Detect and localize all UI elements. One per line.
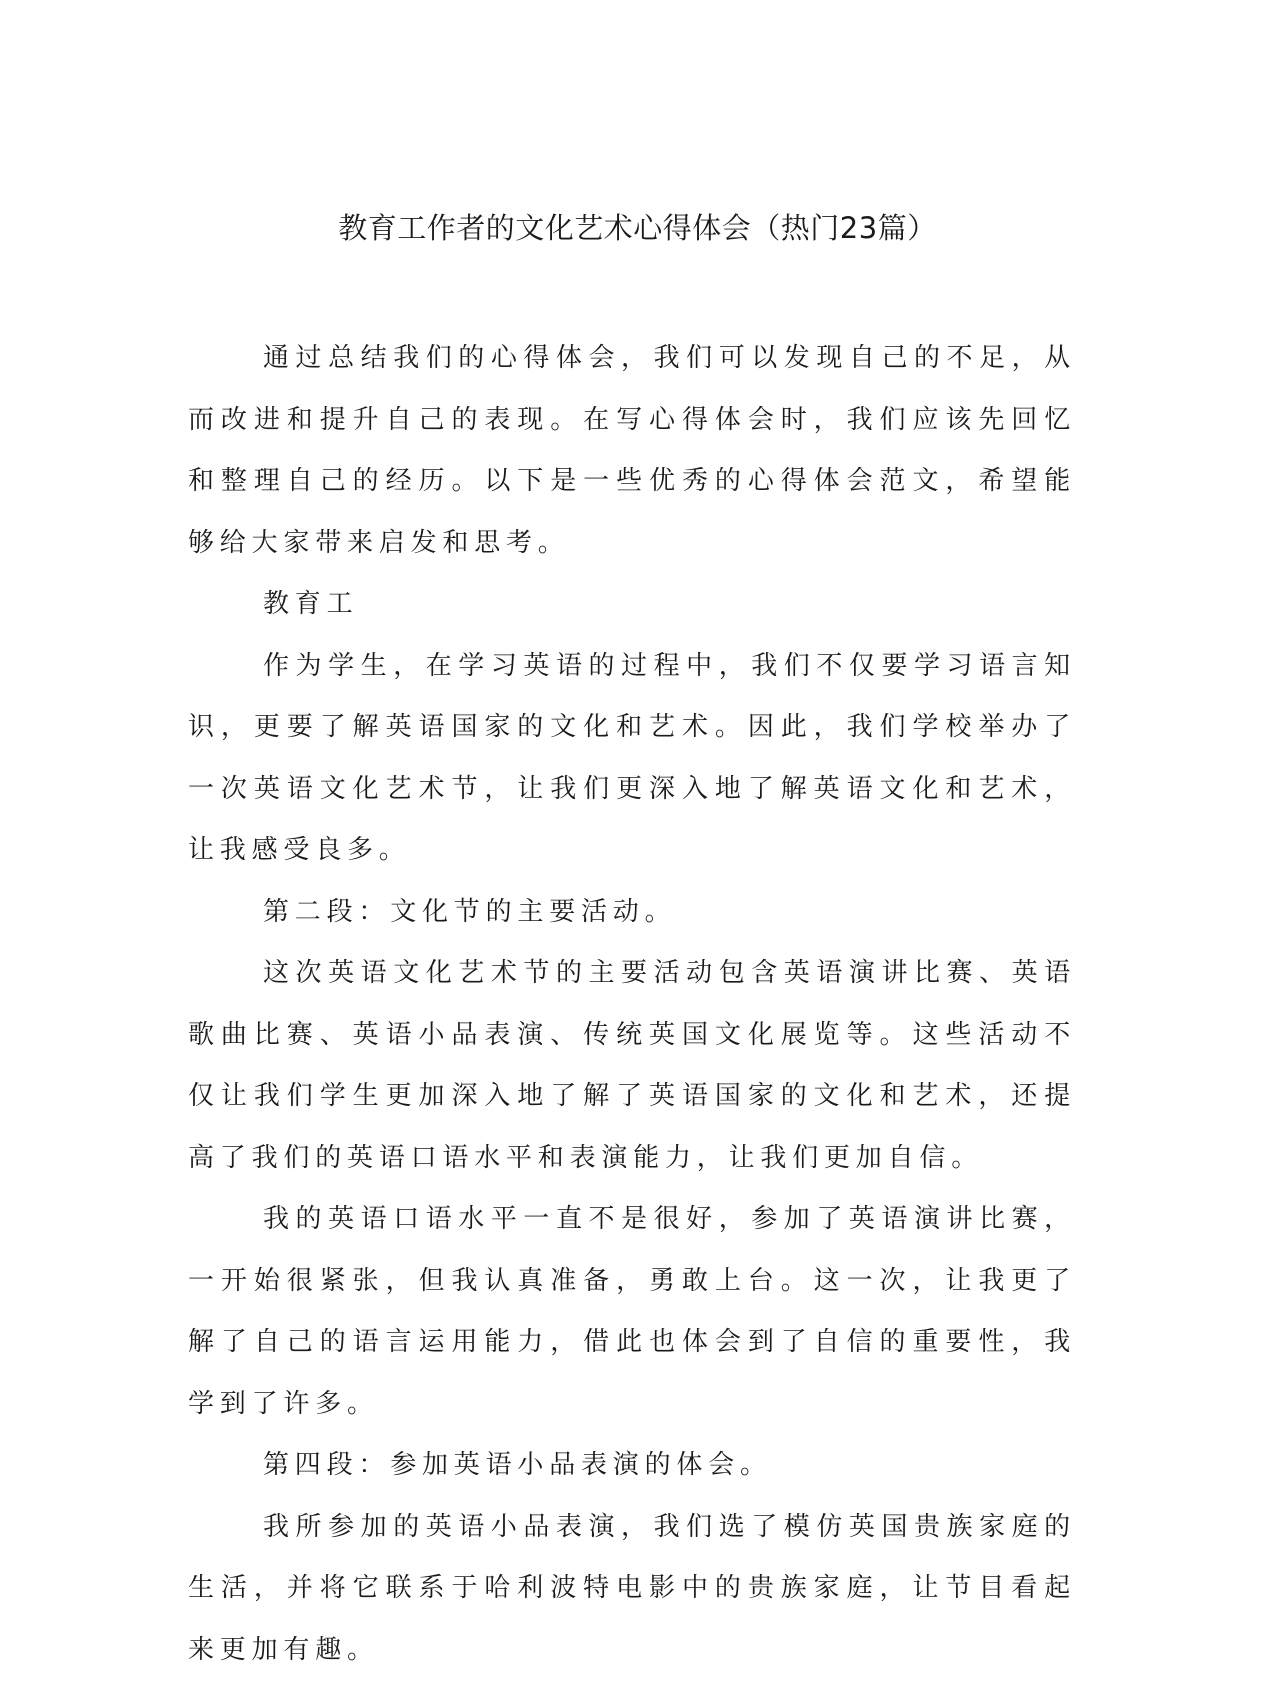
paragraph-section-two-heading: 第二段：文化节的主要活动。 [188, 882, 1076, 944]
paragraph-intro: 通过总结我们的心得体会，我们可以发现自己的不足，从而改进和提升自己的表现。在写心得体会时，我们应该先回忆和整理自己的经历。以下是一些优秀的心得体会范文，希望能够给大家带来启发和思考。 [188, 328, 1076, 574]
paragraph-section-four-heading: 第四段：参加英语小品表演的体会。 [188, 1435, 1076, 1497]
paragraph-subheading: 教育工 [188, 574, 1076, 636]
document-title: 教育工作者的文化艺术心得体会（热门23篇） [0, 208, 1275, 248]
document-body [188, 328, 1076, 1681]
paragraph-speech-contest: 我的英语口语水平一直不是很好，参加了英语演讲比赛，一开始很紧张，但我认真准备，勇敢上台。这一次，让我更了解了自己的语言运用能力，借此也体会到了自信的重要性，我学到了许多。 [188, 1189, 1076, 1435]
paragraph-student-perspective: 作为学生，在学习英语的过程中，我们不仅要学习语言知识，更要了解英语国家的文化和艺术。因此，我们学校举办了一次英语文化艺术节，让我们更深入地了解英语文化和艺术，让我感受良多。 [188, 636, 1076, 882]
paragraph-skit-performance: 我所参加的英语小品表演，我们选了模仿英国贵族家庭的生活，并将它联系于哈利波特电影中的贵族家庭，让节目看起来更加有趣。 [188, 1497, 1076, 1681]
paragraph-activities: 这次英语文化艺术节的主要活动包含英语演讲比赛、英语歌曲比赛、英语小品表演、传统英国文化展览等。这些活动不仅让我们学生更加深入地了解了英语国家的文化和艺术，还提高了我们的英语口语水平和表演能力，让我们更加自信。 [188, 943, 1076, 1189]
